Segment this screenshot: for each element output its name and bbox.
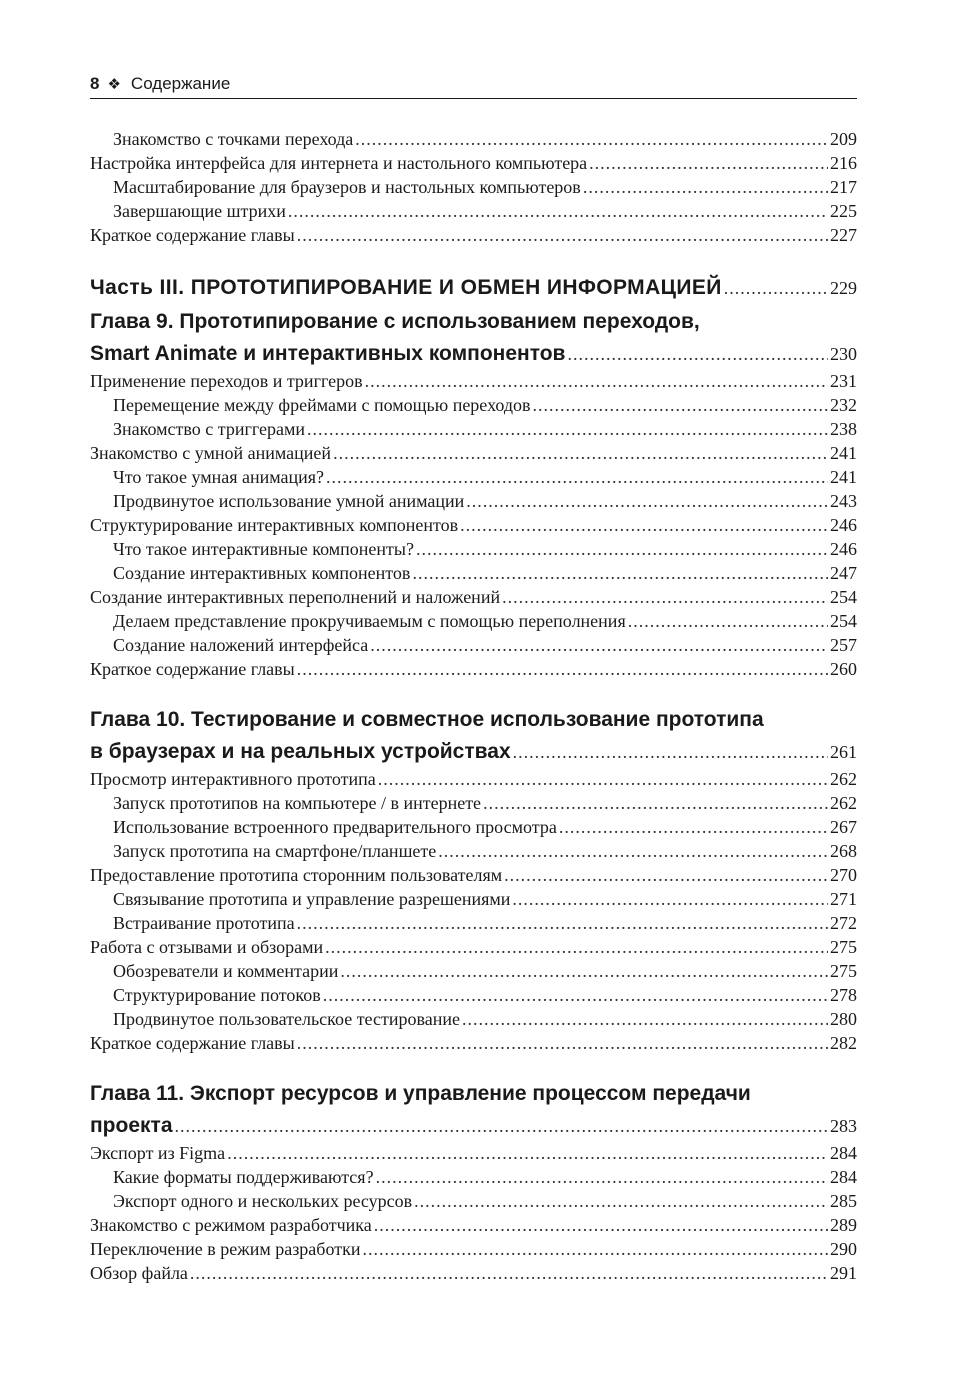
entry-page-number: 209: [830, 129, 857, 149]
toc-subentry[interactable]: [90, 633, 857, 657]
entry-page-number: 284: [830, 1167, 857, 1187]
toc-entry-part-3[interactable]: [90, 272, 857, 303]
entry-title: Экспорт одного и нескольких ресурсов: [113, 1191, 413, 1211]
leader-dots: [297, 911, 828, 935]
entry-title: Продвинутое пользовательское тестирование: [113, 1009, 460, 1029]
header-section-title: Содержание: [130, 74, 231, 93]
part-page-number: 229: [830, 278, 857, 298]
entry-page-number: 247: [830, 563, 857, 583]
toc-entry[interactable]: [90, 223, 857, 247]
toc-entry-chapter-9[interactable]: [90, 338, 857, 369]
leader-dots: [326, 465, 828, 489]
chapter-title-line: Глава 9. Прототипирование с использованием переходов,: [90, 310, 700, 333]
entry-title: Создание интерактивных переполнений и наложений: [90, 587, 501, 607]
toc-block-continued: [90, 127, 857, 247]
entry-title: Знакомство с режимом разработчика: [90, 1215, 372, 1235]
leader-dots: [376, 1165, 828, 1189]
table-of-contents: [90, 127, 857, 1285]
toc-subentry[interactable]: [90, 959, 857, 983]
toc-entry[interactable]: [90, 1141, 857, 1165]
entry-title: Использование встроенного предварительного просмотра: [113, 817, 557, 837]
chapter-title-line: Smart Animate и интерактивных компонентов: [90, 342, 566, 365]
toc-subentry[interactable]: [90, 465, 857, 489]
leader-dots: [362, 1237, 828, 1261]
entry-title: Структурирование интерактивных компонентов: [90, 515, 459, 535]
entry-page-number: 246: [830, 515, 857, 535]
toc-subentry[interactable]: [90, 1189, 857, 1213]
chapter-title-line: проекта: [90, 1114, 173, 1137]
leader-dots: [297, 657, 828, 681]
running-header: [90, 70, 857, 99]
entry-page-number: 241: [830, 443, 857, 463]
entry-page-number: 246: [830, 539, 857, 559]
toc-subentry[interactable]: [90, 199, 857, 223]
chapter-title-line: Глава 11. Экспорт ресурсов и управление процессом передачи: [90, 1082, 751, 1105]
toc-subentry[interactable]: [90, 839, 857, 863]
entry-title: Знакомство с триггерами: [113, 419, 305, 439]
entry-title: Какие форматы поддерживаются?: [113, 1167, 374, 1187]
toc-subentry[interactable]: [90, 1007, 857, 1031]
entry-page-number: 272: [830, 913, 857, 933]
chapter-page-number: 261: [830, 742, 857, 762]
entry-title: Обзор файла: [90, 1263, 188, 1283]
entry-title: Связывание прототипа и управление разрешениями: [113, 889, 511, 909]
entry-title: Запуск прототипа на смартфоне/планшете: [113, 841, 437, 861]
leader-dots: [462, 1007, 828, 1031]
leader-dots: [307, 417, 828, 441]
entry-page-number: 262: [830, 769, 857, 789]
leader-dots: [513, 737, 828, 767]
chapter-title-line: Глава 10. Тестирование и совместное использование прототипа: [90, 708, 764, 731]
entry-title: Краткое содержание главы: [90, 659, 295, 679]
entry-title: Знакомство с умной анимацией: [90, 443, 332, 463]
leader-dots: [416, 537, 828, 561]
entry-title: Масштабирование для браузеров и настольных компьютеров: [113, 177, 581, 197]
leader-dots: [288, 199, 828, 223]
toc-entry[interactable]: [90, 369, 857, 393]
leader-dots: [370, 633, 828, 657]
entry-page-number: 216: [830, 153, 857, 173]
leader-dots: [483, 791, 828, 815]
leader-dots: [533, 393, 828, 417]
entry-page-number: 289: [830, 1215, 857, 1235]
entry-title: Краткое содержание главы: [90, 225, 295, 245]
chapter-heading-11: [90, 1077, 857, 1141]
leader-dots: [340, 959, 828, 983]
entry-title: Структурирование потоков: [113, 985, 321, 1005]
entry-page-number: 282: [830, 1033, 857, 1053]
toc-subentry[interactable]: [90, 537, 857, 561]
leader-dots: [297, 223, 828, 247]
entry-title: Переключение в режим разработки: [90, 1239, 361, 1259]
leader-dots: [466, 489, 828, 513]
leader-dots: [190, 1261, 828, 1285]
entry-page-number: 275: [830, 961, 857, 981]
toc-entry[interactable]: [90, 1261, 857, 1285]
toc-subentry[interactable]: [90, 393, 857, 417]
entry-title: Создание интерактивных компонентов: [113, 563, 411, 583]
leader-dots: [365, 369, 828, 393]
entry-page-number: 225: [830, 201, 857, 221]
leader-dots: [374, 1213, 828, 1237]
leader-dots: [297, 1031, 828, 1055]
entry-page-number: 280: [830, 1009, 857, 1029]
toc-entry-chapter-11[interactable]: [90, 1110, 857, 1141]
entry-page-number: 254: [830, 611, 857, 631]
entry-page-number: 241: [830, 467, 857, 487]
leader-dots: [438, 839, 828, 863]
entry-page-number: 291: [830, 1263, 857, 1283]
toc-entry-chapter-10[interactable]: [90, 736, 857, 767]
entry-page-number: 290: [830, 1239, 857, 1259]
entry-page-number: 270: [830, 865, 857, 885]
leader-dots: [512, 887, 828, 911]
entry-title: Обозреватели и комментарии: [113, 961, 339, 981]
entry-page-number: 243: [830, 491, 857, 511]
entry-page-number: 262: [830, 793, 857, 813]
leader-dots: [559, 815, 828, 839]
entry-title: Предоставление прототипа сторонним пользователям: [90, 865, 503, 885]
leader-dots: [227, 1141, 828, 1165]
part-title: Часть III. ПРОТОТИПИРОВАНИЕ И ОБМЕН ИНФОРМАЦИЕЙ: [90, 276, 722, 299]
leader-dots: [567, 339, 828, 369]
leader-dots: [460, 513, 828, 537]
entry-page-number: 268: [830, 841, 857, 861]
toc-subentry[interactable]: [90, 127, 857, 151]
entry-title: Экспорт из Figma: [90, 1143, 226, 1163]
toc-entry[interactable]: [90, 657, 857, 681]
chapter-10-entries: [90, 767, 857, 1055]
entry-title: Знакомство с точками перехода: [113, 129, 354, 149]
leader-dots: [333, 441, 828, 465]
entry-page-number: 232: [830, 395, 857, 415]
entry-title: Настройка интерфейса для интернета и настольного компьютера: [90, 153, 588, 173]
entry-title: Делаем представление прокручиваемым с помощью переполнения: [113, 611, 626, 631]
toc-subentry[interactable]: [90, 815, 857, 839]
entry-title: Встраивание прототипа: [113, 913, 295, 933]
entry-page-number: 254: [830, 587, 857, 607]
toc-entry[interactable]: [90, 863, 857, 887]
entry-page-number: 260: [830, 659, 857, 679]
entry-page-number: 231: [830, 371, 857, 391]
header-page-number: 8: [90, 74, 100, 93]
toc-entry[interactable]: [90, 513, 857, 537]
toc-subentry[interactable]: [90, 791, 857, 815]
toc-subentry[interactable]: [90, 609, 857, 633]
toc-subentry[interactable]: [90, 887, 857, 911]
entry-page-number: 227: [830, 225, 857, 245]
entry-title: Создание наложений интерфейса: [113, 635, 369, 655]
entry-page-number: 238: [830, 419, 857, 439]
entry-page-number: 278: [830, 985, 857, 1005]
toc-entry[interactable]: [90, 935, 857, 959]
entry-page-number: 284: [830, 1143, 857, 1163]
leader-dots: [502, 585, 828, 609]
entry-title: Завершающие штрихи: [113, 201, 286, 221]
chapter-heading-9: [90, 305, 857, 369]
toc-entry[interactable]: [90, 1237, 857, 1261]
entry-page-number: 285: [830, 1191, 857, 1211]
leader-dots: [175, 1111, 829, 1141]
part-heading: [90, 272, 857, 303]
toc-entry[interactable]: [90, 1031, 857, 1055]
chapter-page-number: 230: [830, 344, 857, 364]
entry-page-number: 275: [830, 937, 857, 957]
entry-title: Что такое умная анимация?: [113, 467, 325, 487]
leader-dots: [355, 127, 828, 151]
entry-page-number: 267: [830, 817, 857, 837]
entry-title: Продвинутое использование умной анимации: [113, 491, 465, 511]
entry-title: Просмотр интерактивного прототипа: [90, 769, 376, 789]
entry-title: Что такое интерактивные компоненты?: [113, 539, 414, 559]
leader-dots: [323, 983, 828, 1007]
toc-subentry[interactable]: [90, 561, 857, 585]
entry-page-number: 271: [830, 889, 857, 909]
toc-entry[interactable]: [90, 767, 857, 791]
header-ornament-icon: ❖: [107, 76, 121, 93]
toc-subentry[interactable]: [90, 1165, 857, 1189]
entry-page-number: 217: [830, 177, 857, 197]
entry-title: Запуск прототипов на компьютере / в интернете: [113, 793, 482, 813]
leader-dots: [412, 561, 828, 585]
toc-subentry[interactable]: [90, 489, 857, 513]
toc-subentry[interactable]: [90, 175, 857, 199]
entry-title: Краткое содержание главы: [90, 1033, 295, 1053]
leader-dots: [724, 273, 828, 303]
leader-dots: [628, 609, 828, 633]
leader-dots: [378, 767, 828, 791]
leader-dots: [414, 1189, 828, 1213]
toc-entry[interactable]: [90, 151, 857, 175]
chapter-9-entries: [90, 369, 857, 681]
leader-dots: [589, 151, 828, 175]
toc-entry[interactable]: [90, 585, 857, 609]
chapter-page-number: 283: [830, 1116, 857, 1136]
leader-dots: [325, 935, 828, 959]
entry-title: Работа с отзывами и обзорами: [90, 937, 324, 957]
toc-subentry[interactable]: [90, 417, 857, 441]
toc-entry[interactable]: [90, 1213, 857, 1237]
leader-dots: [504, 863, 828, 887]
chapter-11-entries: [90, 1141, 857, 1285]
entry-title: Применение переходов и триггеров: [90, 371, 363, 391]
entry-title: Перемещение между фреймами с помощью переходов: [113, 395, 531, 415]
entry-page-number: 257: [830, 635, 857, 655]
toc-entry[interactable]: [90, 441, 857, 465]
chapter-heading-10: [90, 703, 857, 767]
toc-subentry[interactable]: [90, 911, 857, 935]
leader-dots: [583, 175, 828, 199]
chapter-title-line: в браузерах и на реальных устройствах: [90, 740, 511, 763]
toc-subentry[interactable]: [90, 983, 857, 1007]
